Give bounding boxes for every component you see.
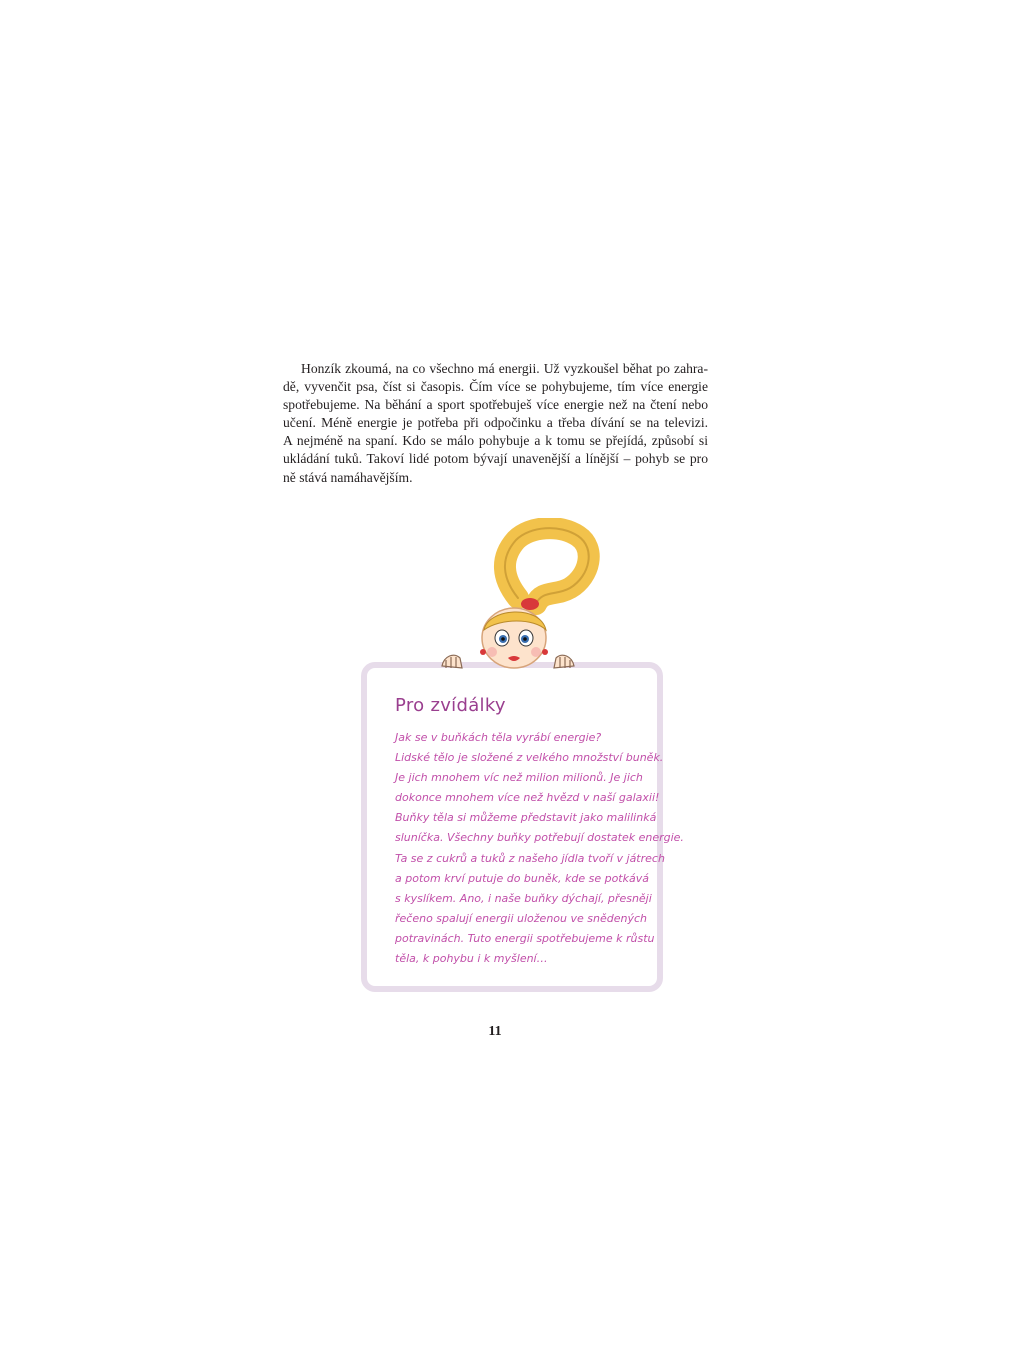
body-line: Honzík zkoumá, na co všechno má energii. Už vyzkoušel běhat po zahra- <box>301 361 708 376</box>
body-paragraph <box>283 360 708 487</box>
body-line: ně stává namáhavějším. <box>283 469 413 485</box>
body-line: ukládání tuků. Takoví lidé potom bývají unavenější a línější – pohyb se pro <box>283 451 708 467</box>
info-box-line: těla, k pohybu i k myšlení… <box>395 952 548 966</box>
info-box-line: Ta se z cukrů a tuků z našeho jídla tvoří v játrech <box>395 851 665 865</box>
info-box-text <box>395 728 684 969</box>
info-box-line: a potom krví putuje do buněk, kde se potkává <box>395 871 649 885</box>
info-box-line: Jak se v buňkách těla vyrábí energie? <box>395 731 602 744</box>
info-box-line: Buňky těla si můžeme představit jako malilinká <box>395 811 657 825</box>
info-box-line: řečeno spalují energii uloženou ve snědených <box>395 911 647 925</box>
body-line: učení. Méně energie je potřeba při odpočinku a třeba dívání se na televizi. <box>283 415 708 431</box>
info-box-line: sluníčka. Všechny buňky potřebují dostatek energie. <box>395 831 684 845</box>
body-line: dě, vyvenčit psa, číst si časopis. Čím více se pohybujeme, tím více energie <box>283 379 708 395</box>
hair-tie <box>521 598 539 610</box>
info-box-line: potravinách. Tuto energii spotřebujeme k růstu <box>395 931 655 945</box>
page-number: 11 <box>488 1024 502 1039</box>
info-box-line: Lidské tělo je složené z velkého množství buněk. <box>395 751 664 765</box>
question-mark-girl-illustration <box>430 518 600 678</box>
body-line: spotřebujeme. Na běhání a sport spotřebuješ více energie než na čtení nebo <box>283 397 708 413</box>
info-box-title: Pro zvídálky <box>395 695 506 716</box>
info-box-line: dokonce mnohem více než hvězd v naší galaxii! <box>395 791 660 805</box>
right-hand <box>554 655 574 668</box>
body-line: A nejméně na spaní. Kdo se málo pohybuje a k tomu se přejídá, způsobí si <box>283 433 708 449</box>
left-hand <box>442 655 462 668</box>
info-box-line: s kyslíkem. Ano, i naše buňky dýchají, přesněji <box>395 891 652 905</box>
info-box-line: Je jich mnohem víc než milion milionů. Je jich <box>395 771 643 785</box>
